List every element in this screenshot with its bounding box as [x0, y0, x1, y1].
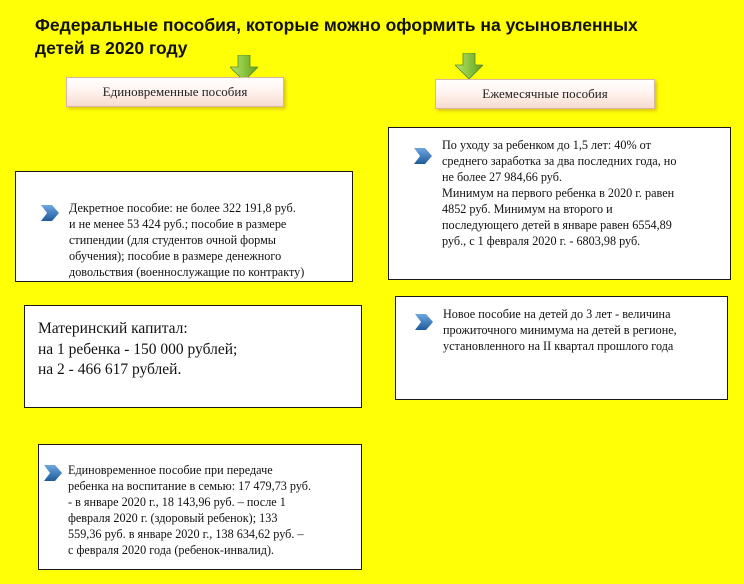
maternity-capital-line-1: Материнский капитал:	[38, 320, 188, 337]
monthly-benefits-label: Ежемесячные пособия	[482, 86, 608, 101]
chevron-right-icon	[413, 146, 433, 166]
maternity-capital-text	[38, 319, 356, 381]
title-line-1: Федеральные пособия, которые можно оформить на усыновленных	[35, 15, 638, 35]
title-line-2: детей в 2020 году	[35, 38, 188, 58]
maternity-capital-line-3: на 2 - 466 617 рублей.	[38, 361, 182, 378]
chevron-right-icon	[414, 312, 434, 332]
one-time-benefits-label: Единовременные пособия	[102, 84, 248, 99]
chevron-right-icon	[40, 203, 60, 223]
transfer-benefit-text: Единовременное пособие при передаче ребенка на воспитание в семью: 17 479,73 руб. - в январе 2020 г., 18 143,96 руб. – после 1 февраля 2020 г. (здоровый ребенок); 133 559,36 руб. в январе 2020 г., 138 634,62 руб. – с февраля 2020 года (ребенок-инвалид).	[68, 463, 312, 557]
under-three-benefit-text: Новое пособие на детей до 3 лет - величина прожиточного минимума на детей в регионе, установленного на II квартал прошлого года	[443, 307, 677, 353]
childcare-benefit-text: По уходу за ребенком до 1,5 лет: 40% от среднего заработка за два последних года, но не более 27 984,66 руб. Минимум на первого ребенка в 2020 г. равен 4852 руб. Минимум на второго и последующего детей в январе равен 6554,89 руб., с 1 февраля 2020 г. - 6803,98 руб.	[442, 138, 677, 248]
down-arrow-icon	[455, 53, 483, 79]
monthly-benefits-header	[435, 79, 655, 109]
one-time-benefits-header	[66, 77, 284, 107]
chevron-right-icon	[43, 463, 63, 483]
page-title	[35, 14, 695, 60]
maternity-capital-line-2: на 1 ребенка - 150 000 рублей;	[38, 340, 238, 358]
maternity-benefit-text: Декретное пособие: не более 322 191,8 руб. и не менее 53 424 руб.; пособие в размере стипендии (для студентов очной формы обучения); пособие в размере денежного довольствия (военнослужащие по контракту)	[69, 201, 305, 279]
